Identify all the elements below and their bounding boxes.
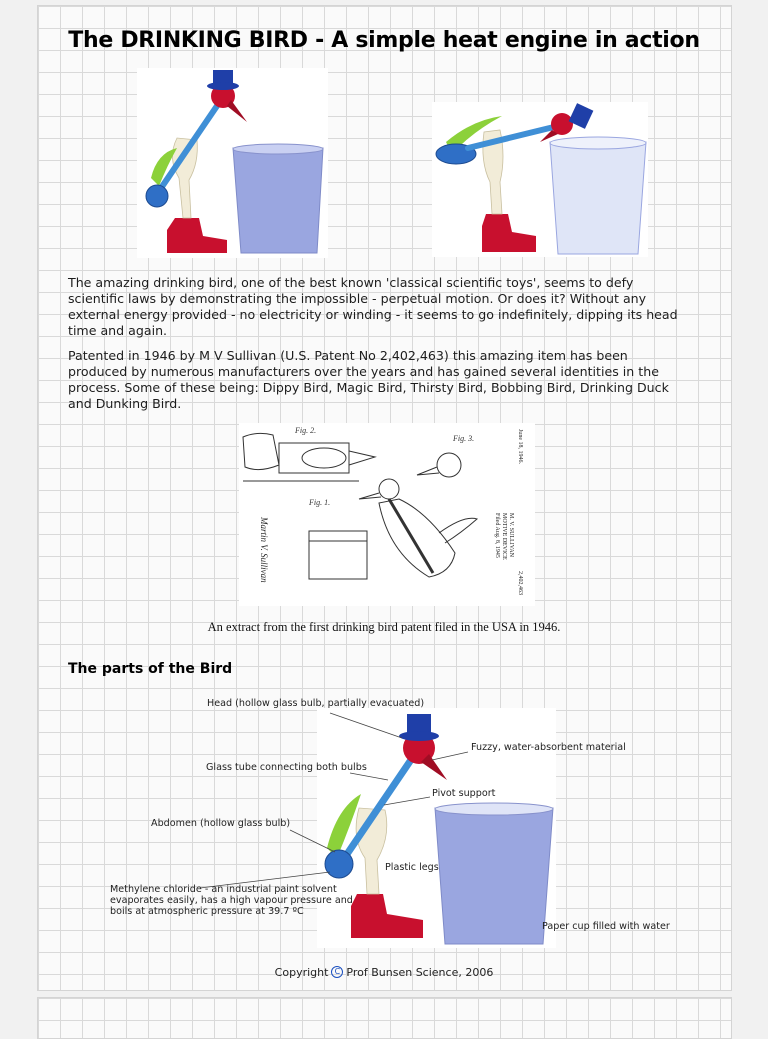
label-cup: Paper cup filled with water [542, 921, 670, 932]
page-title: The DRINKING BIRD - A simple heat engine in action [68, 28, 700, 53]
label-legs: Plastic legs [385, 862, 439, 873]
leader-abdomen [290, 830, 335, 852]
leader-tube [350, 773, 388, 780]
copyright [0, 966, 768, 980]
label-liquid-line1: Methylene chloride - an industrial paint solvent [110, 884, 337, 895]
patent-inventor: M. V. SULLIVAN [508, 513, 514, 558]
patent-number: 2,402,463 [517, 571, 523, 595]
patent-caption: An extract from the first drinking bird patent filed in the USA in 1946. [207, 620, 561, 634]
copyright-text: Prof Bunsen Science, 2006 [346, 966, 494, 979]
patent-subject: MOTIVE DEVICE [501, 513, 507, 560]
intro-paragraph-1: The amazing drinking bird, one of the best known 'classical scientific toys', seems to defy scientific laws by demonstrating the impossible - perpetual motion. Or does it? Without any external energy provided - no electricity or winding - it seems to go indefinitely, dipping its head time and again. [68, 275, 678, 338]
patent-date: June 18, 1946. [517, 429, 523, 464]
patent-fig2-label: Fig. 2. [295, 426, 317, 435]
leader-head [330, 713, 402, 738]
label-abdomen: Abdomen (hollow glass bulb) [151, 818, 291, 829]
patent-fig1-label: Fig. 1. [309, 498, 331, 507]
copyright-prefix: Copyright [274, 966, 329, 979]
parts-heading: The parts of the Bird [68, 661, 233, 677]
leader-fuzzy [432, 752, 468, 760]
label-fuzzy: Fuzzy, water-absorbent material [471, 742, 626, 753]
patent-filed: Filed Aug. 8, 1945 [494, 513, 500, 558]
label-head: Head (hollow glass bulb, partially evacuated) [207, 698, 425, 709]
label-liquid-line2: evaporates easily, has a high vapour pressure and [110, 895, 353, 906]
label-tube: Glass tube connecting both bulbs [206, 762, 367, 773]
leader-pivot [384, 797, 430, 805]
intro-paragraph-2: Patented in 1946 by M V Sullivan (U.S. Patent No 2,402,463) this amazing item has been produced by numerous manufacturers over the years and has gained several identities in the process. Some of these being: Dippy Bird, Magic Bird, Thirsty Bird, Bobbing Bird, Drinking Duck and Dunking Bird. [68, 348, 669, 411]
patent-signature: Martin V. Sullivan [259, 517, 269, 583]
label-pivot: Pivot support [432, 788, 496, 799]
patent-fig3-label: Fig. 3. [453, 434, 475, 443]
copyright-icon: C [331, 966, 343, 978]
label-liquid-line3: boils at atmospheric pressure at 39.7 ºC [110, 906, 304, 917]
